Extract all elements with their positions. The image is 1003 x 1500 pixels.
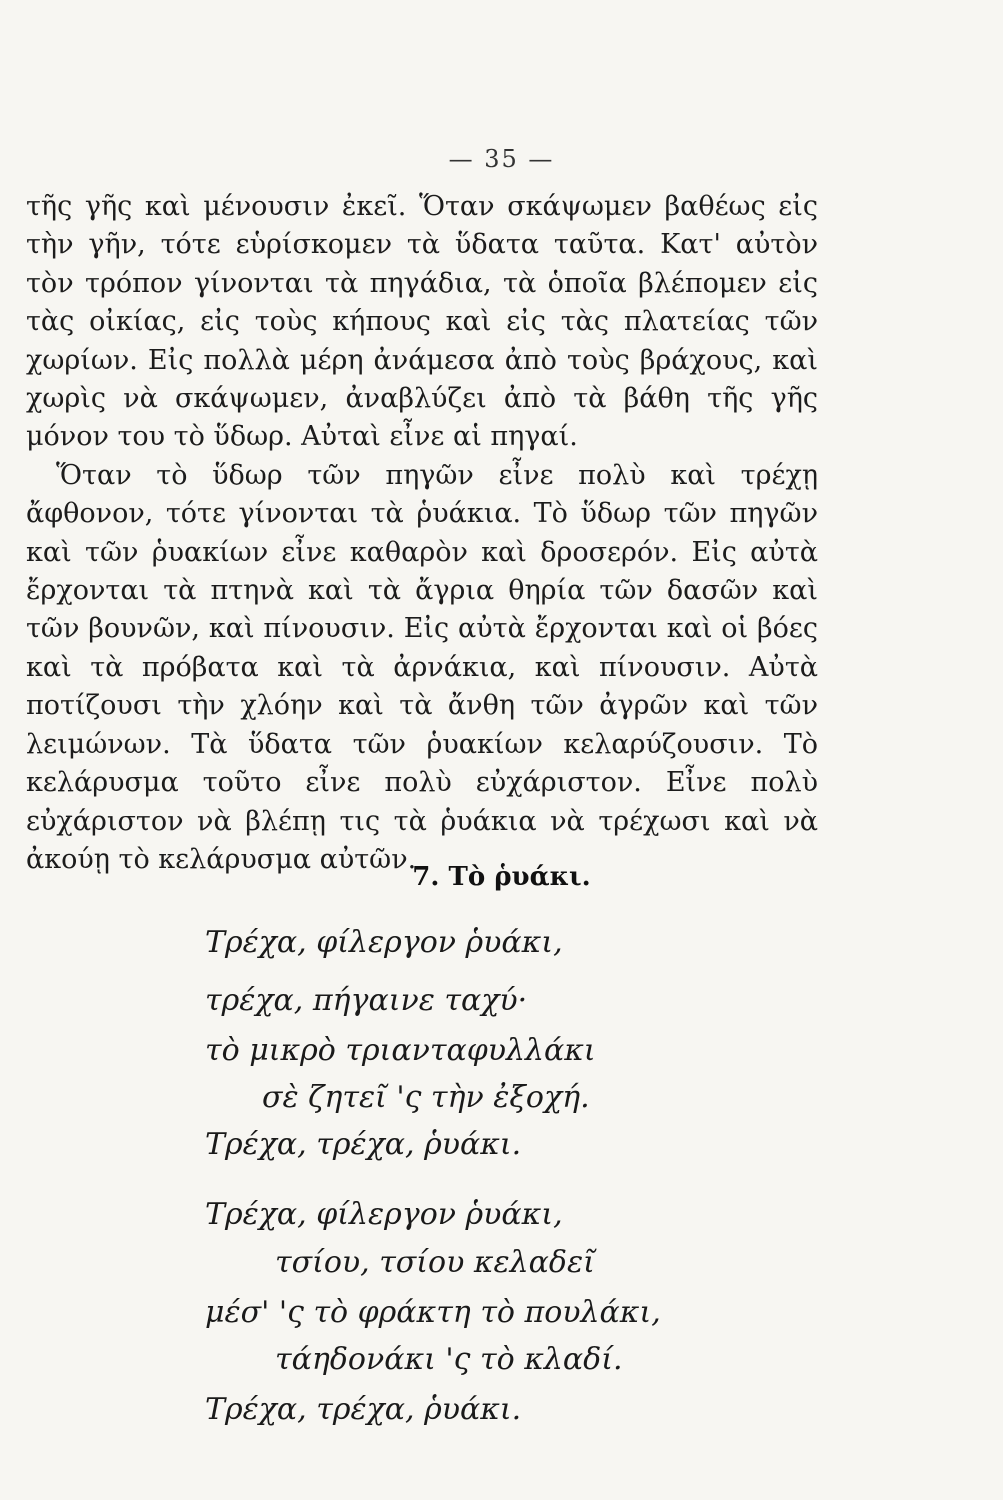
poem-line: Τρέχα, τρέχα, ῥυάκι.	[205, 1392, 522, 1427]
poem-line: σὲ ζητεῖ 'ς τὴν ἐξοχή.	[262, 1080, 590, 1115]
poem-line: τάηδονάκι 'ς τὸ κλαδί.	[275, 1342, 623, 1377]
poem-line: τρέχα, πήγαινε ταχύ·	[205, 983, 528, 1018]
page-number: — 35 —	[448, 145, 555, 173]
paragraph-1: τῆς γῆς καὶ μένουσιν ἐκεῖ. Ὅταν σκάψωμεν βαθέως εἰς τὴν γῆν, τότε εὑρίσκομεν τὰ ὕδατα ταῦτα. Κατ' αὐτὸν τὸν τρόπον γίνονται τὰ πηγάδια, τὰ ὁποῖα βλέπομεν εἰς τὰς οἰκίας, εἰς τοὺς κήπους καὶ εἰς τὰς πλατείας τῶν χωρίων. Εἰς πολλὰ μέρη ἀνάμεσα ἀπὸ τοὺς βράχους, καὶ χωρὶς νὰ σκάψωμεν, ἀναβλύζει ἀπὸ τὰ βάθη τῆς γῆς μόνον του τὸ ὕδωρ. Αὐταὶ εἶνε αἱ πηγαί.	[26, 191, 818, 453]
poem-line: Τρέχα, φίλεργον ῥυάκι,	[205, 1197, 563, 1232]
poem-line: τσίου, τσίου κελαδεῖ	[275, 1245, 595, 1280]
poem-line: μέσ' 'ς τὸ φράκτη τὸ πουλάκι,	[205, 1295, 661, 1330]
poem-line: Τρέχα, φίλεργον ῥυάκι,	[205, 925, 563, 960]
paragraph-2: Ὅταν τὸ ὕδωρ τῶν πηγῶν εἶνε πολὺ καὶ τρέχῃ ἄφθονον, τότε γίνονται τὰ ῥυάκια. Τὸ ὕδωρ τῶν πηγῶν καὶ τῶν ῥυακίων εἶνε καθαρὸν καὶ δροσερόν. Εἰς αὐτὰ ἔρχονται τὰ πτηνὰ καὶ τὰ ἄγρια θηρία τῶν δασῶν καὶ τῶν βουνῶν, καὶ πίνουσιν. Εἰς αὐτὰ ἔρχονται καὶ οἱ βόες καὶ τὰ πρόβατα καὶ τὰ ἀρνάκια, καὶ πίνουσιν. Αὐτὰ ποτίζουσι τὴν χλόην καὶ τὰ ἄνθη τῶν ἀγρῶν καὶ τῶν λειμώνων. Τὰ ὕδατα τῶν ῥυακίων κελαρύζουσιν. Τὸ κελάρυσμα τοῦτο εἶνε πολὺ εὐχάριστον. Εἶνε πολὺ εὐχάριστον νὰ βλέπῃ τις τὰ ῥυάκια νὰ τρέχωσι καὶ νὰ ἀκούῃ τὸ κελάρυσμα αὐτῶν.	[26, 459, 818, 875]
prose-body	[26, 188, 818, 879]
poem-line: Τρέχα, τρέχα, ῥυάκι.	[205, 1127, 522, 1162]
section-title: 7. Τὸ ῥυάκι.	[412, 862, 591, 892]
poem-line: τὸ μικρὸ τριανταφυλλάκι	[205, 1033, 596, 1068]
